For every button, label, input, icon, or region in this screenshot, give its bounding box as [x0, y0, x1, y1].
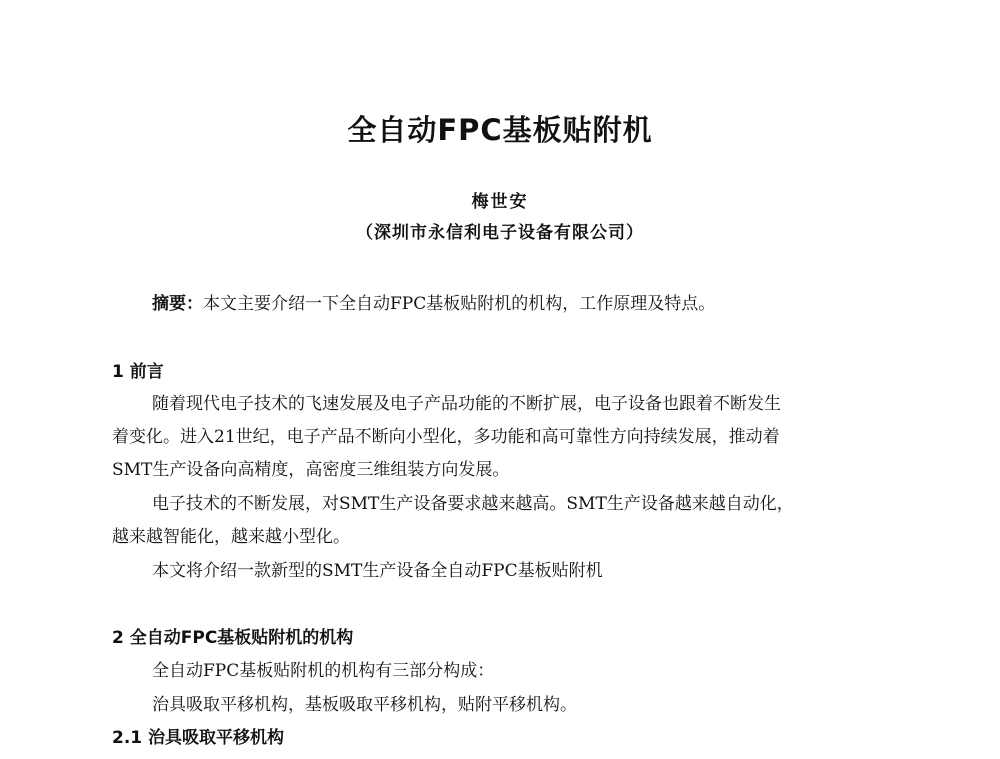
paragraph-line: 着变化。进入21世纪，电子产品不断向小型化，多功能和高可靠性方向持续发展，推动着	[112, 427, 780, 447]
abstract-text: 本文主要介绍一下全自动FPC基板贴附机的机构，工作原理及特点。	[203, 294, 716, 314]
author-affiliation: （深圳市永信利电子设备有限公司）	[356, 223, 644, 243]
paragraph-line: 全自动FPC基板贴附机的机构有三部分构成：	[152, 661, 495, 681]
section-2-heading: 2 全自动FPC基板贴附机的机构	[112, 628, 354, 648]
abstract	[152, 289, 715, 314]
paragraph-line: 越来越智能化，越来越小型化。	[112, 527, 350, 547]
author-name: 梅世安	[471, 192, 529, 212]
paragraph-line: 电子技术的不断发展，对SMT生产设备要求越来越高。SMT生产设备越来越自动化，	[152, 494, 794, 514]
paragraph-line: 本文将介绍一款新型的SMT生产设备全自动FPC基板贴附机	[152, 561, 603, 581]
paragraph-line: SMT生产设备向高精度，高密度三维组装方向发展。	[112, 460, 510, 480]
section-1-heading: 1 前言	[112, 362, 164, 382]
section-2-1-heading: 2.1 治具吸取平移机构	[112, 728, 285, 748]
paragraph-line: 治具吸取平移机构，基板吸取平移机构，贴附平移机构。	[152, 695, 577, 715]
paper-title: 全自动FPC基板贴附机	[347, 113, 653, 147]
abstract-label: 摘要：	[152, 294, 203, 314]
paragraph-line: 随着现代电子技术的飞速发展及电子产品功能的不断扩展，电子设备也跟着不断发生	[152, 394, 781, 414]
